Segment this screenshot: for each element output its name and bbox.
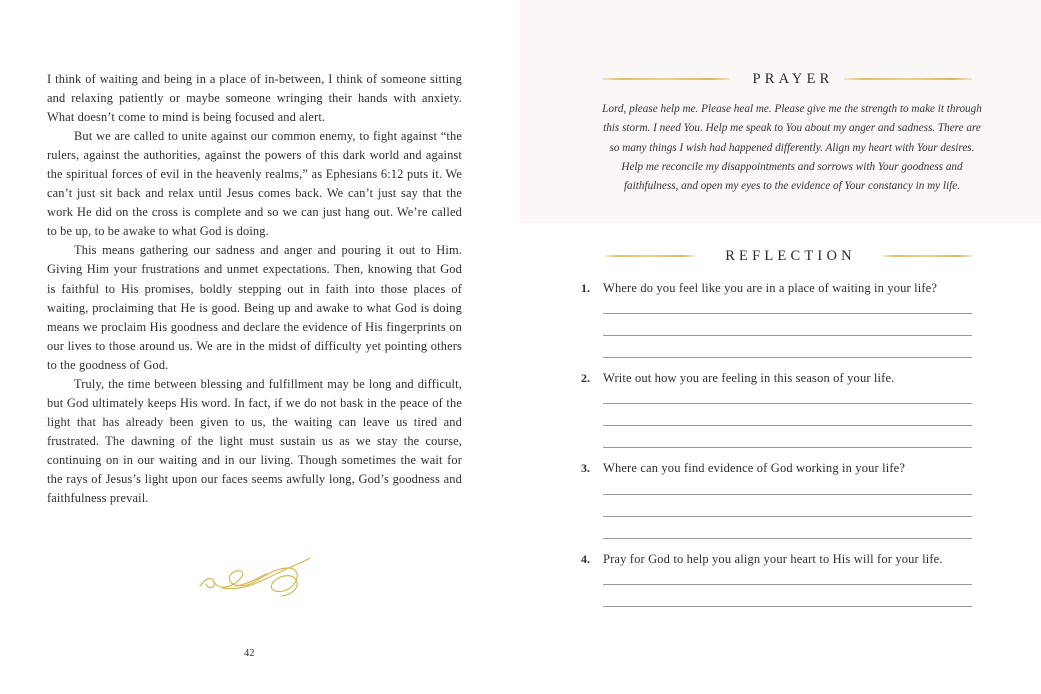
answer-line[interactable]: [603, 357, 972, 358]
question-text: Where do you feel like you are in a place of waiting in your life?: [603, 281, 938, 295]
prayer-panel: [520, 0, 1041, 223]
question-number: 2.: [581, 371, 590, 385]
paragraph: This means gathering our sadness and anger and pouring it out to Him. Giving Him your frustrations and unmet expectations. Then, knowing that God is faithful to His promises, boldly stepping out in faith into those places of waiting, proclaiming that He is good. Being up and awake to what God is doing means we proclaim His goodness and declare the evidence of His fingerprints on our lives to those around us. We are in the midst of difficulty yet pointing others to the goodness of God.: [47, 243, 462, 372]
answer-line[interactable]: [603, 494, 972, 495]
answer-line[interactable]: [603, 403, 972, 404]
question-text: Where can you find evidence of God working in your life?: [603, 461, 906, 475]
answer-line[interactable]: [603, 313, 972, 314]
answer-line[interactable]: [603, 538, 972, 539]
question-number: 4.: [581, 552, 590, 566]
answer-line[interactable]: [603, 516, 972, 517]
right-page: [520, 0, 1041, 694]
left-page: [0, 0, 520, 694]
answer-line[interactable]: [603, 335, 972, 336]
paragraph: Truly, the time between blessing and fulfillment may be long and difficult, but God ultimately keeps His word. In fact, if we do not bask in the peace of the light that has already been given to us, the waiting can leave us tired and frustrated. The dawning of the light must sustain us as we stay the course, continuing on in our waiting and in our living. Though sometimes the wait for the rays of Jesus’s light upon our faces seems awfully long, God’s goodness and faithfulness prevail.: [47, 376, 462, 506]
paragraph: But we are called to unite against our common enemy, to fight against “the rulers, against the authorities, against the powers of this dark world and against the spiritual forces of evil in the heavenly realms,” as Ephesians 6:12 puts it. We can’t just sit back and relax until Jesus comes back. We can’t just say that the work He did on the cross is complete and so we can just hang out. We’re called to be up, to be awake to what God is doing.: [47, 129, 462, 239]
page-number: 42: [244, 648, 255, 659]
gold-divider: [605, 255, 695, 257]
question-text: Write out how you are feeling in this season of your life.: [603, 371, 895, 385]
gold-divider: [602, 78, 730, 80]
answer-line[interactable]: [603, 584, 972, 585]
gold-divider: [844, 78, 972, 80]
answer-line[interactable]: [603, 606, 972, 607]
question-number: 3.: [581, 461, 590, 475]
prayer-title: PRAYER: [752, 70, 834, 87]
question-number: 1.: [581, 281, 590, 295]
prayer-header: [602, 70, 972, 88]
gold-flourish-icon: [196, 556, 314, 598]
reflection-title: REFLECTION: [725, 247, 856, 264]
gold-divider: [882, 255, 972, 257]
question-text: Pray for God to help you align your heart to His will for your life.: [603, 552, 943, 566]
body-text: [47, 70, 462, 508]
answer-line[interactable]: [603, 425, 972, 426]
reflection-header: [605, 247, 972, 265]
paragraph: I think of waiting and being in a place of in-between, I think of someone sitting and relaxing patiently or maybe someone wringing their hands with anxiety. What doesn’t come to mind is being focused and alert.: [47, 72, 462, 125]
answer-line[interactable]: [603, 447, 972, 448]
prayer-text: Lord, please help me. Please heal me. Please give me the strength to make it through this storm. I need You. Help me speak to You about my anger and sadness. There are so many things I wish had happened differently. Align my heart with Your desires. Help me reconcile my disappointments and sorrows with Your goodness and faithfulness, and open my eyes to the evidence of Your constancy in my life.: [602, 103, 982, 193]
